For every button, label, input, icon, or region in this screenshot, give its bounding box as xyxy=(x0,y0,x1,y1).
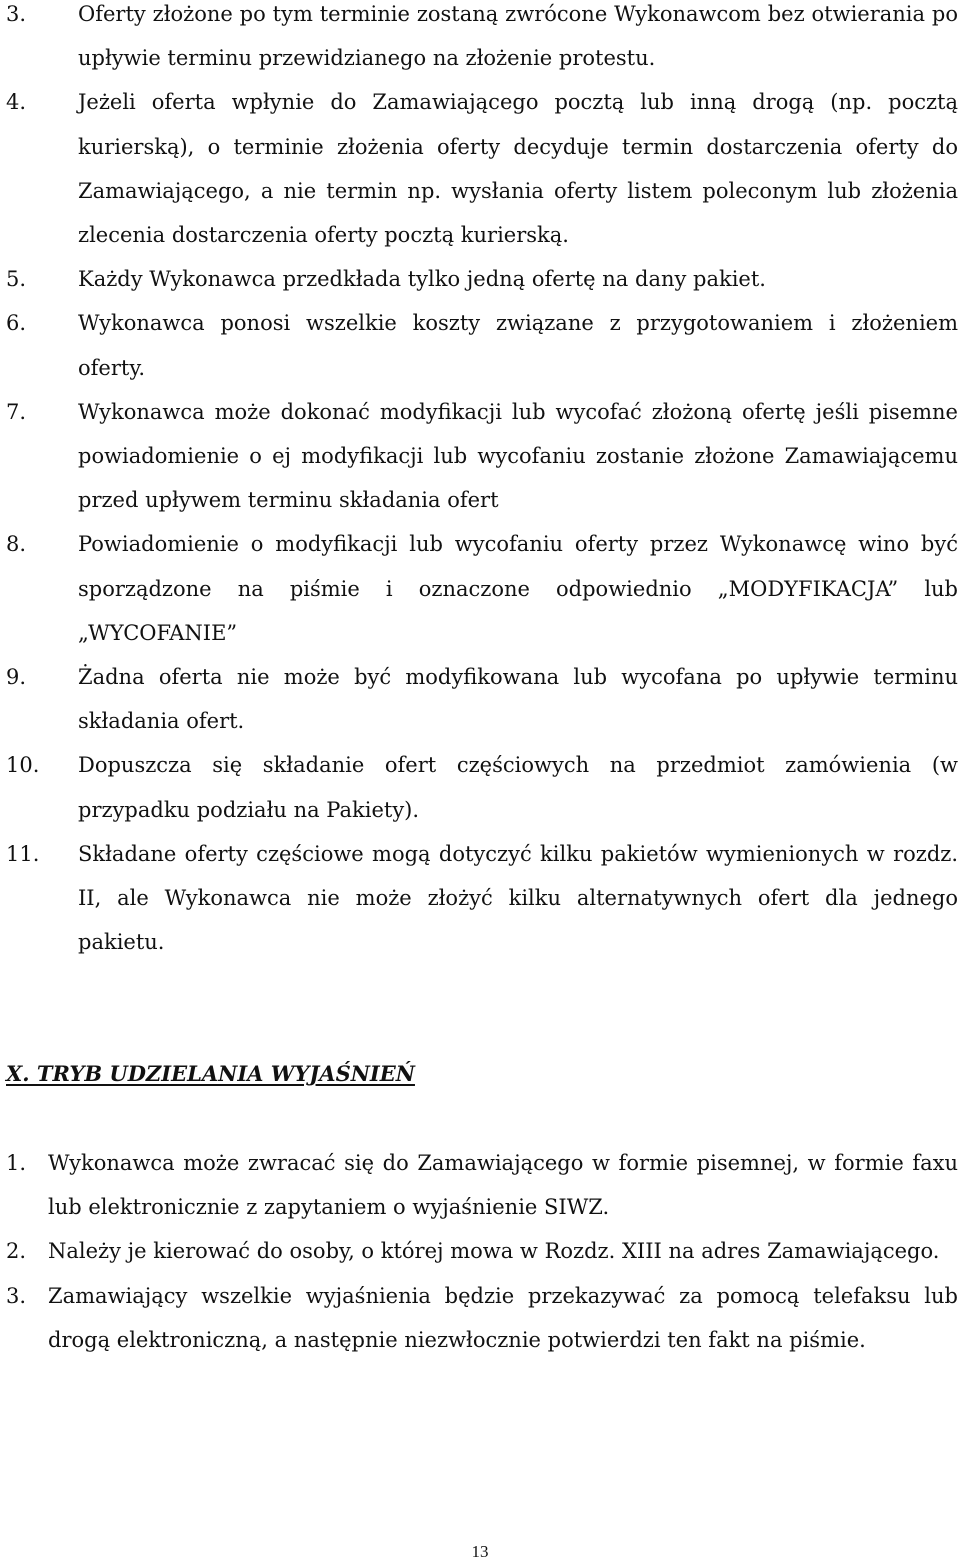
item-number: 2. xyxy=(6,1239,27,1264)
item-text: Składane oferty częściowe mogą dotyczyć kilku pakietów wymienionych w rozdz. II, ale Wykonawca nie może złożyć kilku alternatywnych ofert dla jednego pakietu. xyxy=(78,841,958,955)
item-number: 5. xyxy=(6,267,27,292)
list-item xyxy=(6,1274,958,1362)
item-number: 1. xyxy=(6,1151,27,1175)
item-text: Każdy Wykonawca przedkłada tylko jedną ofertę na dany pakiet. xyxy=(78,267,766,292)
item-number: 4. xyxy=(6,90,27,115)
item-text: Dopuszcza się składanie ofert częściowych na przedmiot zamówienia (w przypadku podziału na Pakiety). xyxy=(78,753,958,822)
list-item xyxy=(6,655,958,743)
item-number: 3. xyxy=(6,1283,27,1308)
conditions-list xyxy=(6,0,958,964)
item-text: Jeżeli oferta wpłynie do Zamawiającego pocztą lub inną drogą (np. pocztą kurierską), o terminie złożenia oferty decyduje termin dostarczenia oferty do Zamawiającego, a nie termin np. wysłania oferty listem poleconym lub złożenia zlecenia dostarczenia oferty pocztą kurierską. xyxy=(78,90,958,248)
item-text: Wykonawca może zwracać się do Zamawiającego w formie pisemnej, w formie faxu lub elektronicznie z zapytaniem o wyjaśnienie SIWZ. xyxy=(48,1151,958,1220)
list-item xyxy=(6,257,958,301)
page-number: 13 xyxy=(471,1542,489,1561)
item-number: 3. xyxy=(6,2,27,26)
item-text: Oferty złożone po tym terminie zostaną zwrócone Wykonawcom bez otwierania po upływie terminu przewidzianego na złożenie protestu. xyxy=(78,2,958,71)
list-item xyxy=(6,743,958,831)
item-number: 11. xyxy=(6,841,40,866)
item-number: 10. xyxy=(6,753,40,778)
list-item xyxy=(6,1141,958,1229)
clarifications-list xyxy=(6,1141,958,1362)
item-text: Należy je kierować do osoby, o której mowa w Rozdz. XIII na adres Zamawiającego. xyxy=(48,1239,940,1264)
item-number: 8. xyxy=(6,532,27,557)
item-number: 9. xyxy=(6,665,27,690)
list-item xyxy=(6,1229,958,1273)
item-number: 6. xyxy=(6,311,27,336)
item-number: 7. xyxy=(6,399,27,424)
list-item xyxy=(6,0,958,80)
list-item xyxy=(6,301,958,389)
list-item xyxy=(6,80,958,257)
list-item xyxy=(6,832,958,965)
list-item xyxy=(6,522,958,655)
item-text: Żadna oferta nie może być modyfikowana lub wycofana po upływie terminu składania ofert. xyxy=(78,665,958,734)
item-text: Wykonawca może dokonać modyfikacji lub wycofać złożoną ofertę jeśli pisemne powiadomienie o ej modyfikacji lub wycofaniu zostanie złożone Zamawiającemu przed upływem terminu składania ofert xyxy=(78,399,958,513)
item-text: Wykonawca ponosi wszelkie koszty związane z przygotowaniem i złożeniem oferty. xyxy=(78,311,958,380)
item-text: Powiadomienie o modyfikacji lub wycofaniu oferty przez Wykonawcę wino być sporządzone na piśmie i oznaczone odpowiednio „MODYFIKACJA” lub „WYCOFANIE” xyxy=(78,532,958,645)
list-item xyxy=(6,390,958,523)
item-text: Zamawiający wszelkie wyjaśnienia będzie przekazywać za pomocą telefaksu lub drogą elektroniczną, a następnie niezwłocznie potwierdzi ten fakt na piśmie. xyxy=(48,1283,958,1352)
section-heading: X. TRYB UDZIELANIA WYJAŚNIEŃ xyxy=(6,1061,415,1086)
